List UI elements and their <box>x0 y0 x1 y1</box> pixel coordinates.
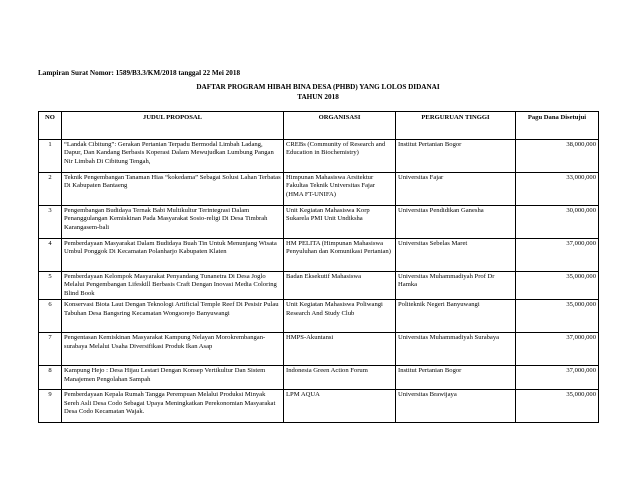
table-row <box>39 332 599 365</box>
cell-organization: Badan Eksekutif Mahasiswa <box>284 271 396 299</box>
table-row <box>39 389 599 422</box>
cell-title: Pengembangan Budidaya Ternak Babi Multikultur Terintegrasi Dalam Penanggulangan Kemiskinan Pada Masyarakat Sosio-religi Di Desa Timbrah Karangasem-bali <box>62 205 284 238</box>
cell-no: 3 <box>39 205 62 238</box>
cell-organization: HMPS-Akuntansi <box>284 332 396 365</box>
cell-organization: LPM AQUA <box>284 389 396 422</box>
cell-amount: 35,000,000 <box>516 271 599 299</box>
cell-title: Pemberdayaan Kepala Rumah Tangga Perempuan Melalui Produksi Minyak Sereh Asli Desa Codo Sebagai Upaya Meningkatkan Perekonomian Masyarakat Desa Codo Kecamatan Wajak. <box>62 389 284 422</box>
column-header-organization: ORGANISASI <box>284 112 396 140</box>
table-row <box>39 139 599 172</box>
cell-amount: 37,000,000 <box>516 365 599 389</box>
table-header-row <box>39 112 599 140</box>
cell-university: Institut Pertanian Bogor <box>396 365 516 389</box>
table-row <box>39 299 599 332</box>
table-row <box>39 172 599 205</box>
cell-amount: 38,000,000 <box>516 139 599 172</box>
cell-title: Teknik Pengembangan Tanaman Hias “kokedama” Sebagai Solusi Lahan Terbatas Di Kabupaten Bantaeng <box>62 172 284 205</box>
cell-no: 1 <box>39 139 62 172</box>
cell-no: 2 <box>39 172 62 205</box>
cell-no: 8 <box>39 365 62 389</box>
cell-title: Pengentasan Kemiskinan Masyarakat Kampung Nelayan Morokrembangan-surabaya Melalui Usaha Diversifikasi Produk Ikan Asap <box>62 332 284 365</box>
cell-no: 7 <box>39 332 62 365</box>
cell-title: Pemberdayaan Kelompok Masyarakat Penyandang Tunanetra Di Desa Joglo Melalui Pengembangan Lifeskill Berbasis Craft Dengan Inovasi Media Coloring Blind Book <box>62 271 284 299</box>
cell-title: “Landak Cibitung”: Gerakan Pertanian Terpadu Bermodal Limbah Ladang, Dapur, Dan Kandang Berbasis Koperasi Dalam Mewujudkan Lumbung Pangan Nir Limbah Di Cibitung Tengah, <box>62 139 284 172</box>
column-header-university: PERGURUAN TINGGI <box>396 112 516 140</box>
cell-no: 5 <box>39 271 62 299</box>
document-year: TAHUN 2018 <box>297 93 339 101</box>
grant-table <box>38 111 599 423</box>
cell-title: Konservasi Biota Laut Dengan Teknologi Artificial Temple Reef Di Pesisir Pulau Tabuhan Desa Bangsring Kecamatan Wongsorejo Banyuwangi <box>62 299 284 332</box>
cell-no: 6 <box>39 299 62 332</box>
cell-organization: Indonesia Green Action Forum <box>284 365 396 389</box>
table-row <box>39 271 599 299</box>
cell-title: Kampung Hejo : Desa Hijau Lestari Dengan Konsep Vertikultur Dan Sistem Manajemen Pengolahan Sampah <box>62 365 284 389</box>
cell-university: Institut Pertanian Bogor <box>396 139 516 172</box>
cell-no: 9 <box>39 389 62 422</box>
cell-organization: Himpunan Mahasiswa Arsitektur Fakultas Teknik Universitas Fajar (HMA FT-UNIFA) <box>284 172 396 205</box>
column-header-no: NO <box>39 112 62 140</box>
attachment-reference: Lampiran Surat Nomor: 1589/B3.3/KM/2018 tanggal 22 Mei 2018 <box>38 69 241 77</box>
cell-amount: 35,000,000 <box>516 299 599 332</box>
cell-amount: 35,000,000 <box>516 389 599 422</box>
table-row <box>39 238 599 271</box>
cell-amount: 30,000,000 <box>516 205 599 238</box>
column-header-amount: Pagu Dana Disetujui <box>516 112 599 140</box>
cell-university: Universitas Fajar <box>396 172 516 205</box>
cell-organization: HM PELITA (Himpunan Mahasiswa Penyuluhan dan Komunikasi Pertanian) <box>284 238 396 271</box>
cell-amount: 37,000,000 <box>516 332 599 365</box>
cell-university: Universitas Muhammadiyah Prof Dr Hamka <box>396 271 516 299</box>
cell-organization: Unit Kegiatan Mahasiswa Korp Sukarela PMI Unit Undiksha <box>284 205 396 238</box>
cell-university: Universitas Sebelas Maret <box>396 238 516 271</box>
document-title: DAFTAR PROGRAM HIBAH BINA DESA (PHBD) YANG LOLOS DIDANAI <box>196 83 440 91</box>
table-row <box>39 205 599 238</box>
cell-title: Pemberdayaan Masyarakat Dalam Budidaya Buah Tin Untuk Menunjang Wisata Umbul Ponggok Di Kecamatan Polanharjo Kabupaten Klaten <box>62 238 284 271</box>
cell-amount: 33,000,000 <box>516 172 599 205</box>
column-header-title: JUDUL PROPOSAL <box>62 112 284 140</box>
cell-no: 4 <box>39 238 62 271</box>
cell-university: Universitas Pendidikan Ganesha <box>396 205 516 238</box>
cell-amount: 37,000,000 <box>516 238 599 271</box>
cell-university: Politeknik Negeri Banyuwangi <box>396 299 516 332</box>
cell-university: Universitas Muhammadiyah Surabaya <box>396 332 516 365</box>
cell-organization: CREBs (Community of Research and Education in Biochemistry) <box>284 139 396 172</box>
cell-organization: Unit Kegiatan Mahasiswa Poliwangi Research And Study Club <box>284 299 396 332</box>
table-row <box>39 365 599 389</box>
cell-university: Universitas Brawijaya <box>396 389 516 422</box>
